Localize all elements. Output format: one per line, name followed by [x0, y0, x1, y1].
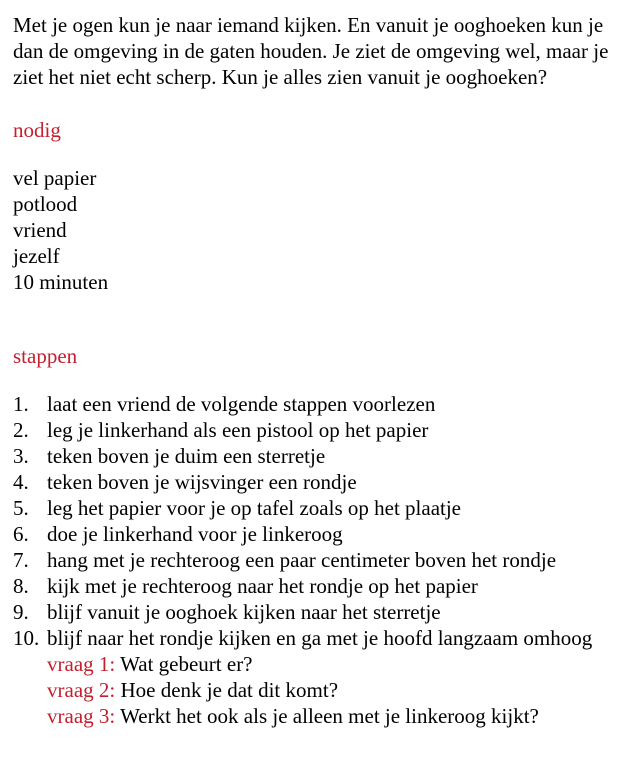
step-text: hang met je rechteroog een paar centimeter boven het rondje — [47, 548, 557, 572]
step-item — [13, 573, 613, 599]
needs-heading: nodig — [13, 118, 61, 142]
step-text: leg je linkerhand als een pistool op het papier — [47, 418, 429, 442]
need-item: vriend — [13, 218, 67, 242]
step-number: 3. — [13, 444, 29, 468]
need-item: vel papier — [13, 166, 97, 190]
step-text: doe je linkerhand voor je linkeroog — [47, 522, 343, 546]
step-number: 10. — [13, 626, 40, 650]
step-text: leg het papier voor je op tafel zoals op het plaatje — [47, 496, 462, 520]
step-item — [13, 547, 613, 573]
steps-heading: stappen — [13, 344, 78, 368]
step-text: kijk met je rechteroog naar het rondje op het papier — [47, 574, 478, 598]
step-number: 4. — [13, 470, 29, 494]
step-item — [13, 443, 613, 469]
step-text: teken boven je duim een sterretje — [47, 444, 326, 468]
step-number: 5. — [13, 496, 29, 520]
question-item — [47, 703, 613, 729]
need-item: jezelf — [13, 244, 60, 268]
step-item — [13, 599, 613, 625]
step-item — [13, 625, 613, 651]
question-label: vraag 3: — [47, 704, 116, 728]
needs-list — [13, 165, 613, 295]
step-item — [13, 391, 613, 417]
step-number: 1. — [13, 392, 29, 416]
question-text: Wat gebeurt er? — [120, 652, 253, 676]
step-item — [13, 521, 613, 547]
need-item: potlood — [13, 192, 78, 216]
intro-paragraph: Met je ogen kun je naar iemand kijken. En vanuit je ooghoeken kun je dan de omgeving in de gaten houden. Je ziet de omgeving wel, maar je ziet het niet echt scherp. Kun je alles zien vanuit je ooghoeken? — [13, 13, 609, 89]
step-number: 6. — [13, 522, 29, 546]
need-item: 10 minuten — [13, 270, 109, 294]
step-number: 9. — [13, 600, 29, 624]
step-item — [13, 417, 613, 443]
step-text: teken boven je wijsvinger een rondje — [47, 470, 357, 494]
step-number: 8. — [13, 574, 29, 598]
questions-list — [47, 651, 613, 729]
step-number: 7. — [13, 548, 29, 572]
question-label: vraag 2: — [47, 678, 116, 702]
question-text: Werkt het ook als je alleen met je linkeroog kijkt? — [120, 704, 539, 728]
step-text: blijf vanuit je ooghoek kijken naar het sterretje — [47, 600, 441, 624]
step-text: blijf naar het rondje kijken en ga met je hoofd langzaam omhoog — [47, 626, 593, 650]
step-item — [13, 495, 613, 521]
question-text: Hoe denk je dat dit komt? — [120, 678, 339, 702]
step-item — [13, 469, 613, 495]
step-number: 2. — [13, 418, 29, 442]
question-item — [47, 651, 613, 677]
step-text: laat een vriend de volgende stappen voorlezen — [47, 392, 436, 416]
question-item — [47, 677, 613, 703]
steps-list — [13, 391, 613, 651]
question-label: vraag 1: — [47, 652, 116, 676]
